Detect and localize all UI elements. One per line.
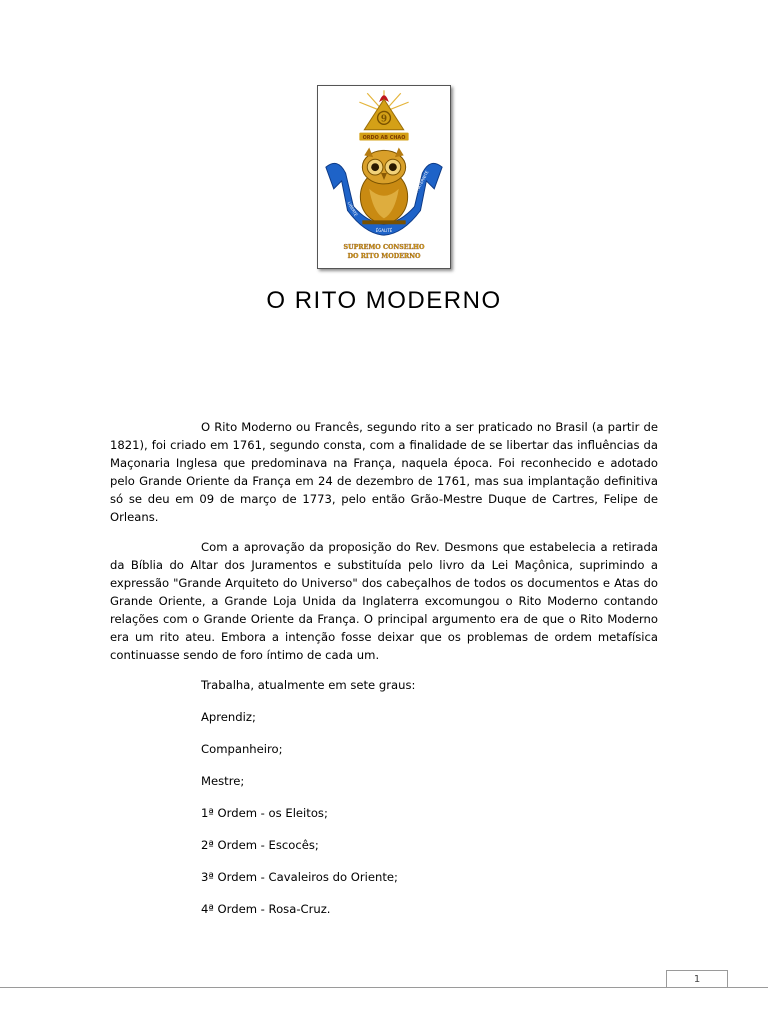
document-body bbox=[110, 418, 658, 932]
rito-moderno-emblem bbox=[317, 85, 451, 269]
owl-icon bbox=[360, 147, 407, 224]
paragraph-excommunication: Com a aprovação da proposição do Rev. Desmons que estabelecia a retirada da Bíblia do Altar dos Juramentos e substituída pelo livro da Lei Maçônica, suprimindo a expressão "Grande Arquiteto do Universo" dos cabeçalhos de todos os documentos e Atas do Grande Oriente, a Grande Loja Unida da Inglaterra excomungou o Rito Moderno contando relações com o Grande Oriente da França. O principal argumento era de que o Rito Moderno era um rito ateu. Embora a intenção fosse deixar que os problemas de ordem metafísica continuasse sendo de foro íntimo de cada um. bbox=[110, 540, 658, 662]
svg-text:9: 9 bbox=[380, 114, 388, 125]
paragraph-history: O Rito Moderno ou Francês, segundo rito a ser praticado no Brasil (a partir de 1821), foi criado em 1761, segundo consta, com a finalidade de se libertar das influências da Maçonaria Inglesa que predominava na França, naquela época. Foi reconhecido e adotado pelo Grande Oriente da França em 24 de dezembro de 1761, mas sua implantação definitiva só se deu em 09 de março de 1773, pelo então Grão-Mestre Duque de Cartres, Felipe de Orleans. bbox=[110, 420, 658, 524]
footer-divider bbox=[0, 987, 768, 988]
degree-item: 4ª Ordem - Rosa-Cruz. bbox=[201, 902, 331, 916]
emblem-motto: ORDO AB CHAO bbox=[362, 135, 406, 142]
emblem-graphic bbox=[318, 86, 450, 268]
degree-item: 3ª Ordem - Cavaleiros do Oriente; bbox=[201, 870, 398, 884]
degree-item: Aprendiz; bbox=[201, 710, 256, 724]
ribbon-left-text: LIBERTÉ bbox=[346, 200, 359, 218]
degree-item: 1ª Ordem - os Eleitos; bbox=[201, 806, 328, 820]
degree-item: Mestre; bbox=[201, 774, 245, 788]
degree-item: 2ª Ordem - Escocês; bbox=[201, 838, 319, 852]
document-title: O RITO MODERNO bbox=[266, 287, 502, 314]
degrees-intro: Trabalha, atualmente em sete graus: bbox=[201, 678, 416, 692]
ribbon-center-text: ÉGALITÉ bbox=[375, 228, 393, 234]
emblem-org-line2: DO RITO MODERNO bbox=[347, 252, 421, 260]
page-number: 1 bbox=[666, 970, 728, 987]
emblem-org-line1: SUPREMO CONSELHO bbox=[343, 243, 425, 251]
degree-item: Companheiro; bbox=[201, 742, 283, 756]
ribbon-right-text: FRATERNITÉ bbox=[413, 169, 430, 194]
